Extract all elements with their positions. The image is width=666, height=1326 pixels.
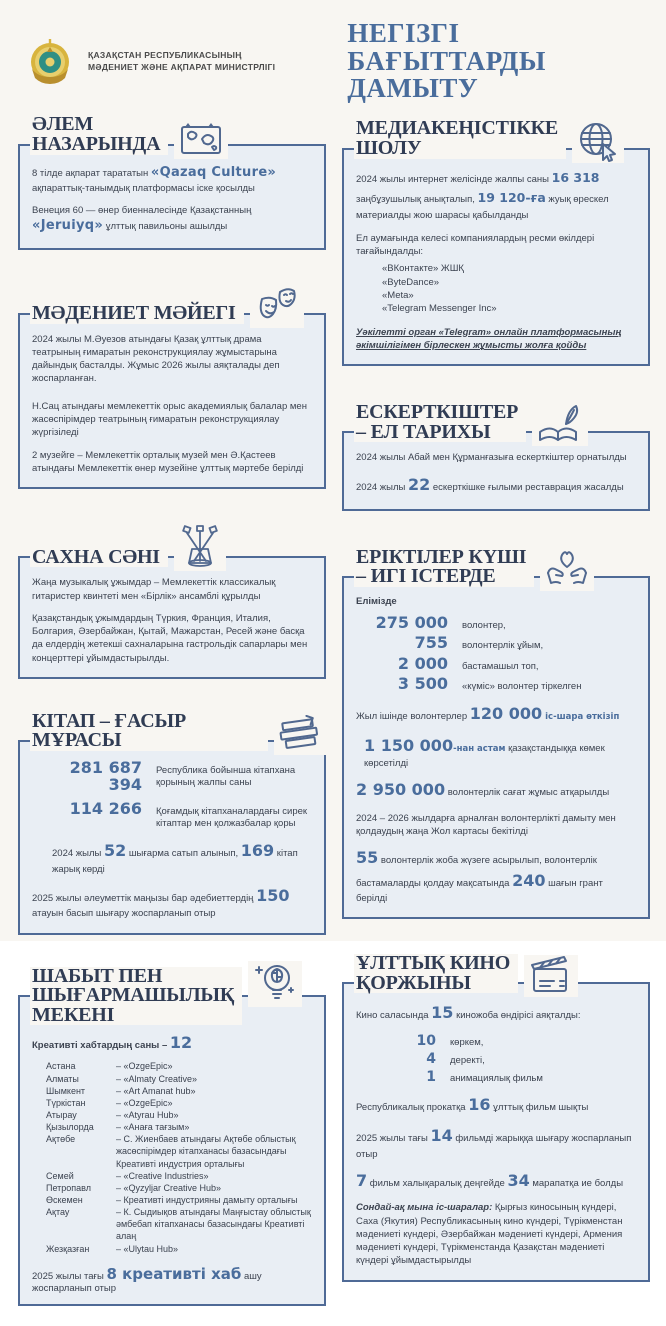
stat-row xyxy=(356,1070,636,1085)
ministry-name xyxy=(88,49,275,74)
text-run: жуық өрескел материалды жою шарасы қабылданды xyxy=(356,193,609,221)
inline-number: 120 000 xyxy=(469,704,543,724)
paragraph: Жаңа музыкалық ұжымдар – Мемлекеттік классикалық гитаристер квинтеті мен «Бірлік» ансамблі құрылды xyxy=(32,577,276,602)
hub-name: – «OzgeEpic» xyxy=(116,1097,173,1108)
text-run: 2025 жылы әлеуметтік маңызы бар әдебиеттердің xyxy=(32,892,257,904)
inline-number: 19 120-ға xyxy=(477,189,546,205)
kazakhstan-emblem-icon xyxy=(26,37,74,85)
title-line: МЕКЕНІ xyxy=(32,1003,115,1026)
section-box xyxy=(342,431,650,511)
text-run: 2024 жылы xyxy=(52,848,104,860)
stat-number: 755 xyxy=(414,633,448,653)
hub-row xyxy=(46,1194,312,1206)
company-item: «ByteDance» xyxy=(382,276,440,288)
text-run: ұлттық фильм шықты xyxy=(490,1101,589,1113)
section-title: МӘДЕНИЕТ МӘЙЕГІ xyxy=(30,304,244,324)
paragraph xyxy=(356,474,636,496)
text-run: атауын басып шығару жоспарланып отыр xyxy=(32,908,216,920)
section-title: САХНА СӘНІ xyxy=(30,548,168,568)
hub-name: – Креативті индустрияны дамыту орталығы xyxy=(116,1195,298,1205)
text-run: 2024 жылы интернет желісінде жалпы саны xyxy=(356,173,552,185)
stat-label: волонтер, xyxy=(462,619,506,631)
hub-name: – К. Сыдиықов атындағы Маңғыстау облыстық әмбебап кітапханасы базасындағы Креативті алаң xyxy=(116,1207,311,1242)
hub-row xyxy=(46,1170,312,1182)
text-run: Креативті хабтардың саны – xyxy=(32,1040,170,1052)
hub-city: Семей xyxy=(46,1170,74,1181)
section-box xyxy=(18,556,326,679)
events-paragraph xyxy=(356,1201,636,1267)
inline-number: 14 xyxy=(430,1126,453,1146)
inline-number: 1 150 000 xyxy=(364,735,454,755)
page-title xyxy=(289,20,636,103)
text-run: ақпараттық-танымдық платформасы іске қосылды xyxy=(32,182,255,194)
inline-number: 16 xyxy=(468,1094,491,1114)
inline-number: 2 950 000 xyxy=(356,780,446,800)
stat-row xyxy=(356,653,636,673)
hub-row xyxy=(46,1121,312,1133)
inline-number: 55 xyxy=(356,848,379,868)
inline-number: 7 xyxy=(356,1170,368,1190)
stat-row xyxy=(356,1034,636,1049)
section-title xyxy=(354,545,534,588)
text-run: фильм халықаралық деңгейде xyxy=(367,1177,508,1189)
inline-number: 12 xyxy=(169,1033,193,1053)
paragraph: Н.Сац атындағы мемлекеттік орыс академиялық балалар мен жасөспірімдер театрының ғимаратын реконструкциялау жүргізіледі xyxy=(32,400,307,439)
paragraph xyxy=(356,847,636,905)
title-line: ҚОРЖЫНЫ xyxy=(356,971,471,994)
inline-number: 52 xyxy=(103,841,127,861)
section-shabyt-mekeni xyxy=(18,964,326,1306)
stat-row xyxy=(356,635,636,652)
text-run: кітап жарық көрді xyxy=(52,848,298,875)
hub-row xyxy=(46,1097,312,1109)
title-line: – ЕЛ ТАРИХЫ xyxy=(356,420,491,443)
brand-name: «Qazaq Culture» xyxy=(150,164,277,180)
ministry-line2: МӘДЕНИЕТ ЖӘНЕ АҚПАРАТ МИНИСТРЛІГІ xyxy=(88,62,276,73)
section-eskertkishter xyxy=(342,398,650,511)
section-title xyxy=(30,964,242,1026)
intro-label: Елімізде xyxy=(356,595,397,607)
inline-number: 34 xyxy=(507,1170,530,1190)
stat-row xyxy=(356,1052,636,1067)
hub-name: – «Ulytau Hub» xyxy=(116,1243,179,1254)
hub-row xyxy=(46,1133,312,1169)
hub-name: – «Creative Industries» xyxy=(116,1170,209,1181)
title-line: – ИГІ ІСТЕРДЕ xyxy=(356,565,496,588)
paragraph: 2024 жылы Абай мен Құрманғазыға ескерткіштер орнатылды xyxy=(356,452,627,464)
section-title: КІТАП – ҒАСЫР МҰРАСЫ xyxy=(30,712,268,751)
paragraph xyxy=(356,1002,636,1024)
section-media-sholu xyxy=(342,115,650,367)
stat-label: көркем, xyxy=(450,1036,484,1048)
hub-city: Петропавл xyxy=(46,1182,92,1193)
hub-city: Алматы xyxy=(46,1073,79,1084)
inline-number: 22 xyxy=(407,475,431,495)
text-run: шығарма сатып алынып, xyxy=(126,848,241,860)
paragraph: Қазақстандық ұжымдардың Түркия, Франция, Италия, Болгария, Әзербайжан, Қытай, Мажарстан, Ресей және басқа да елдердің жетекші сахналарына гастрольдік сапарлары мен концерттері ұйымдастырылды. xyxy=(32,612,308,664)
text-run: 8 тілде ақпарат тарататын xyxy=(32,167,151,179)
telegram-note: Уәкілетті орган «Telegram» онлайн платформасының әкімшілігімен бірлескен жұмысты жолға қойды xyxy=(356,326,622,351)
hub-row xyxy=(46,1182,312,1194)
text-run: Жыл ішінде волонтерлер xyxy=(356,711,470,723)
stat-number: 114 266 xyxy=(69,798,142,818)
stat-row xyxy=(32,760,312,794)
stat-label: Қоғамдық кітапханалардағы сирек кітаптар мен қолжазбалар қоры xyxy=(156,805,308,829)
left-column xyxy=(18,115,326,1326)
hub-name: – С. Жиенбаев атындағы Ақтөбе облыстық жасөспірімдер кітапханасы базасындағы Креативті индустрия орталығы xyxy=(116,1134,296,1169)
paragraph xyxy=(32,1265,312,1294)
company-item: «Meta» xyxy=(382,289,414,301)
stat-label: деректі, xyxy=(450,1055,485,1067)
page-title-line2: ДАМЫТУ xyxy=(347,73,479,104)
content-columns xyxy=(0,109,666,1326)
text-run: фильмді жарыққа шығару жоспарланып отыр xyxy=(356,1133,632,1160)
text-run: Венеция 60 — өнер биенналесінде Қазақстанның xyxy=(32,205,252,217)
hub-name: – «OzgeEpic» xyxy=(116,1061,173,1072)
text-run: Кино саласында xyxy=(356,1010,432,1022)
section-sakhna-sani xyxy=(18,521,326,679)
library-stats xyxy=(32,760,312,830)
text-run: 2024 жылы xyxy=(356,482,408,494)
stat-row xyxy=(32,798,312,831)
section-kino-korzhyny xyxy=(342,951,650,1281)
title-line: ЕРІКТІЛЕР КҮШІ xyxy=(356,545,527,568)
book-feather-icon xyxy=(532,402,588,446)
paragraph xyxy=(32,840,312,876)
paragraph xyxy=(356,168,636,223)
text-run: волонтерлік жоба жүзеге асырылып, волонтерлік бастамаларды қолдау мақсатында xyxy=(356,855,597,889)
right-column xyxy=(342,115,650,1302)
hub-name: – «Art Amanat hub» xyxy=(116,1085,196,1096)
hub-name: – «Qyzyljar Creative Hub» xyxy=(116,1182,222,1193)
volunteer-stats xyxy=(356,612,636,693)
title-line: ШАБЫТ ПЕН xyxy=(32,964,163,987)
stat-number: 1 xyxy=(426,1069,436,1086)
hub-city: Қызылорда xyxy=(46,1122,94,1133)
stat-number: 10 xyxy=(416,1032,436,1049)
stat-label: Республика бойынша кітапхана қорының жалпы саны xyxy=(156,765,296,789)
hub-city: Шымкент xyxy=(46,1085,86,1096)
hub-name: – «Almaty Creative» xyxy=(116,1073,198,1084)
hub-city: Ақтөбе xyxy=(46,1134,76,1145)
section-title xyxy=(354,119,566,158)
globe-cursor-icon xyxy=(572,119,624,163)
hub-city: Астана xyxy=(46,1061,76,1072)
text-run: волонтерлік сағат жұмыс атқарылды xyxy=(445,787,610,799)
paragraph xyxy=(32,164,312,195)
stat-row xyxy=(356,673,636,693)
hub-row xyxy=(46,1073,312,1085)
hub-city: Түркістан xyxy=(46,1097,86,1108)
title-line: ӘЛЕМ xyxy=(32,113,94,136)
section-box xyxy=(18,313,326,490)
section-box xyxy=(342,148,650,367)
page-title-line1: НЕГІЗГІ БАҒЫТТАРДЫ xyxy=(347,18,546,76)
stat-number: 281 687 394 xyxy=(69,758,142,794)
text-run: қазақстандыққа көмек көрсетілді xyxy=(364,742,605,769)
paragraph xyxy=(356,779,636,801)
page-header xyxy=(0,0,666,109)
section-madeniet-maiegi xyxy=(18,282,326,490)
text-run: ескерткішке ғылыми реставрация жасалды xyxy=(430,482,624,494)
paragraph: 2024 жылы М.Әуезов атындағы Қазақ ұлттық драма театрының ғимаратын реконструкциялау жұмыстарына дайындық басталды. Жұмыс 2026 жылы аяқталады деп жоспарланған. xyxy=(32,333,280,385)
hub-name: – «Atyrau Hub» xyxy=(116,1110,179,1121)
text-run: 2025 жылы тағы xyxy=(356,1133,431,1145)
paragraph xyxy=(32,885,312,921)
section-box xyxy=(342,576,650,920)
hub-row xyxy=(46,1060,312,1072)
world-map-icon xyxy=(174,119,228,159)
paragraph xyxy=(356,703,636,725)
hub-city: Өскемен xyxy=(46,1195,83,1205)
text-run: заңбұзушылық анықталып, xyxy=(356,193,478,205)
paragraph xyxy=(356,1094,636,1116)
text-run: шағын грант берілді xyxy=(356,877,603,905)
paragraph: 2024 – 2026 жылдарға арналған волонтерлікті дамыту мен қолдаудың жаңа Жол картасы бекітілді xyxy=(356,812,616,837)
inline-number: 15 xyxy=(431,1003,454,1023)
stat-label: бастамашыл топ, xyxy=(462,660,539,672)
hub-row xyxy=(46,1206,312,1242)
inline-number: 150 xyxy=(256,885,290,905)
company-list xyxy=(382,262,636,315)
title-line: ШОЛУ xyxy=(356,137,422,159)
section-title xyxy=(354,954,518,993)
inline-number: 8 креативті хаб xyxy=(106,1264,242,1283)
section-eriktiler xyxy=(342,543,650,920)
text-run: 2025 жылы тағы xyxy=(32,1270,107,1282)
stat-label: «күміс» волонтер тіркелген xyxy=(462,680,582,692)
paragraph xyxy=(356,735,636,771)
paragraph xyxy=(32,204,312,235)
section-kitap-murasy xyxy=(18,711,326,935)
stage-spotlights-icon xyxy=(174,525,226,571)
stat-number: 2 000 xyxy=(397,653,448,673)
title-line: ШЫҒАРМАШЫЛЫҚ xyxy=(32,984,235,1007)
stat-label: волонтерлік ұйым, xyxy=(462,640,544,652)
ministry-line1: ҚАЗАҚСТАН РЕСПУБЛИКАСЫНЫҢ xyxy=(88,49,242,60)
section-box xyxy=(18,995,326,1305)
text-run: марапатқа ие болды xyxy=(529,1177,624,1189)
hub-row xyxy=(46,1109,312,1121)
hub-row xyxy=(46,1085,312,1097)
book-stack-icon xyxy=(274,715,326,755)
clapperboard-icon xyxy=(524,955,578,997)
inline-number: 16 318 xyxy=(551,169,600,185)
accent-suffix: іс-шара өткізіп xyxy=(542,712,620,723)
paragraph xyxy=(356,1170,636,1192)
title-line: ҰЛТТЫҚ КИНО xyxy=(356,952,511,975)
hands-heart-icon xyxy=(540,547,594,591)
section-box xyxy=(18,740,326,935)
stat-number: 4 xyxy=(426,1051,436,1068)
text-run: Республикалық прокатқа xyxy=(356,1101,469,1113)
hub-count-line xyxy=(32,1033,312,1052)
paragraph xyxy=(356,1125,636,1161)
title-line: МЕДИАКЕҢІСТІККЕ xyxy=(356,117,559,140)
inline-number: 169 xyxy=(240,841,275,861)
hub-name: – «Анаға тағзым» xyxy=(116,1122,190,1133)
section-box xyxy=(342,982,650,1281)
paragraph: 2 музейге – Мемлекеттік орталық музей мен Ә.Қастеев атындағы Мемлекеттік өнер музейіне ұлттық мәртебе берілді xyxy=(32,449,304,474)
events-lead: Сондай-ақ мына іс-шаралар: xyxy=(356,1202,493,1214)
inline-number: 240 xyxy=(512,870,546,890)
accent-suffix: -нан астам xyxy=(453,743,506,754)
title-line: ЕСКЕРТКІШТЕР xyxy=(356,400,519,423)
film-stats xyxy=(356,1034,636,1086)
paragraph: Ел аумағында келесі компаниялардың ресми өкілдері тағайындалды: xyxy=(356,232,595,258)
text-run: Қырғыз киносының күндері, Саха (Якутия) Республикасының кино күндері, Түрікменстан мәдениеті күндері, Әзербайжан мәдениеті күндері, Армения мәдениеті күндері, Түрікменстанда Қазақстан мәдениеті күндері ұйымдастырылды xyxy=(356,1202,623,1267)
idea-brain-bulb-icon xyxy=(248,961,302,1007)
stat-number: 275 000 xyxy=(375,612,448,632)
hub-city: Ақтау xyxy=(46,1207,70,1218)
section-box xyxy=(18,144,326,250)
theater-masks-icon xyxy=(250,286,304,328)
creative-hub-list xyxy=(46,1060,312,1254)
company-item: «Telegram Messenger Inc» xyxy=(382,303,497,315)
title-line: НАЗАРЫНДА xyxy=(32,133,161,155)
stat-number: 3 500 xyxy=(397,673,448,693)
company-item: «ВКонтакте» ЖШҚ xyxy=(382,263,464,275)
stat-row xyxy=(356,612,636,632)
hub-city: Жезқазған xyxy=(46,1243,90,1254)
brand-name: «Jeruiyq» xyxy=(32,218,104,234)
section-title xyxy=(30,115,168,154)
text-run: ұлттық павильоны ашылды xyxy=(103,221,228,233)
section-title xyxy=(354,400,526,443)
section-alem-nazarynda xyxy=(18,115,326,250)
stat-label: анимациялық фильм xyxy=(450,1073,543,1085)
hub-row xyxy=(46,1243,312,1255)
text-run: ашу жоспарланып отыр xyxy=(32,1270,262,1294)
hub-city: Атырау xyxy=(46,1110,77,1121)
text-run: киножоба өндірісі аяқталды: xyxy=(453,1010,581,1022)
